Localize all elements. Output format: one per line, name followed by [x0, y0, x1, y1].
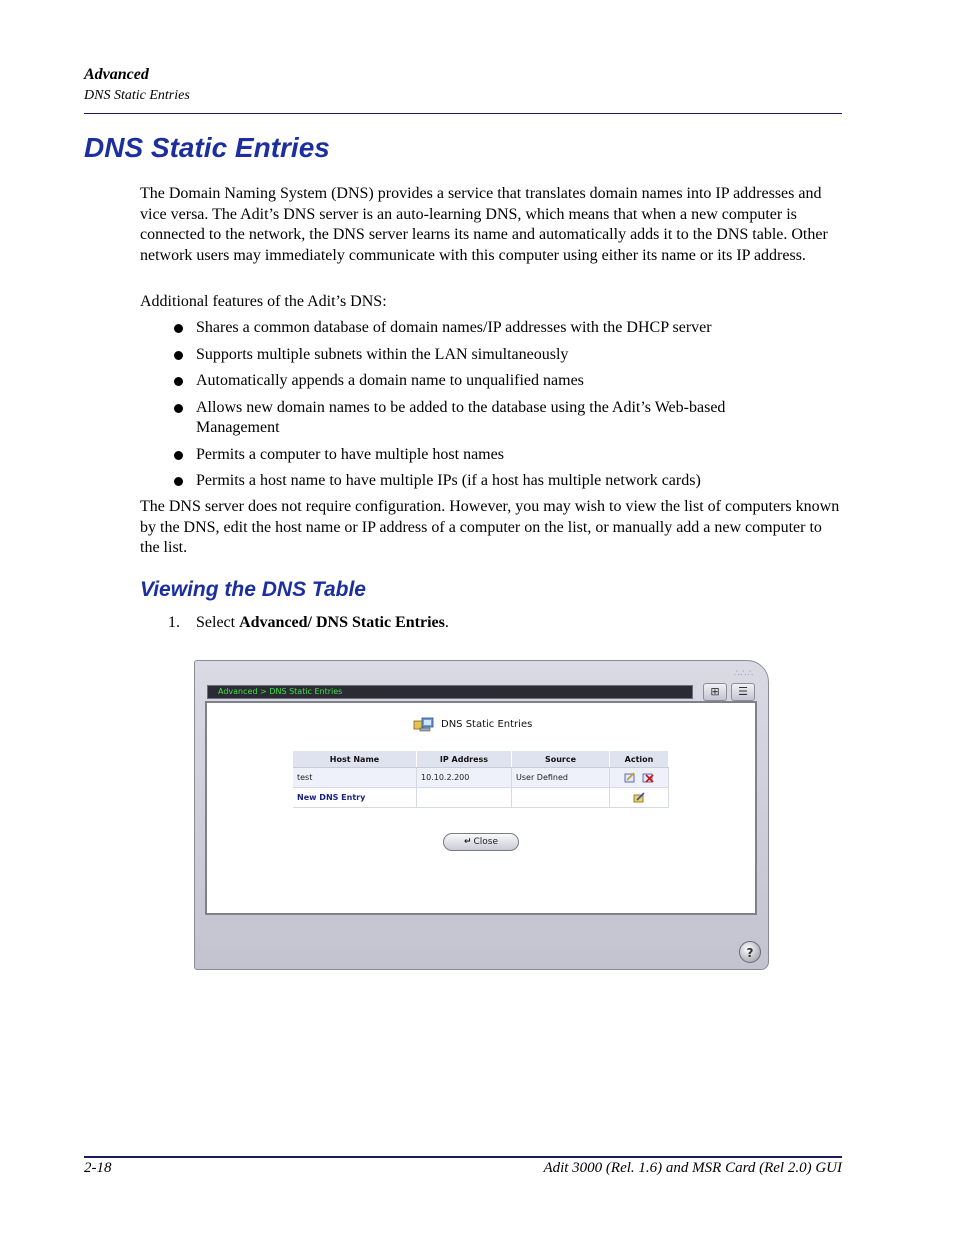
cell-ip: 10.10.2.200	[417, 768, 512, 788]
panel-title: DNS Static Entries	[441, 719, 533, 730]
list-item: Permits a host name to have multiple IPs (if a host has multiple network cards)	[140, 471, 842, 492]
col-source: Source	[512, 751, 610, 768]
list-item: Automatically appends a domain name to unqualified names	[140, 371, 842, 392]
breadcrumb	[207, 685, 693, 699]
add-icon[interactable]	[633, 792, 645, 803]
col-ip-address: IP Address	[417, 751, 512, 768]
section-heading: Viewing the DNS Table	[140, 578, 366, 601]
intro-paragraph: The Domain Naming System (DNS) provides a service that translates domain names into IP addresses and vice versa. The Adit’s DNS server is an auto-learning DNS, which means that when a new computer is connected to the network, the DNS server learns its name and automatically adds it to the DNS table. Other network users may immediately communicate with this computer using either its name or its IP address.	[140, 185, 828, 264]
step-1	[168, 613, 449, 633]
bullet-icon	[174, 477, 183, 486]
menu-button[interactable]	[731, 683, 755, 701]
bullet-icon	[174, 404, 183, 413]
network-icon: ⊞	[710, 685, 720, 698]
bullet-icon	[174, 377, 183, 386]
footer-rule	[84, 1156, 842, 1158]
dns-table	[293, 751, 669, 808]
list-item: Supports multiple subnets within the LAN simultaneously	[140, 345, 842, 366]
config-paragraph: The DNS server does not require configuration. However, you may wish to view the list of computers known by the DNS, edit the host name or IP address of a computer on the list, or manually add a new computer to the list.	[140, 498, 840, 556]
breadcrumb-text: Advanced > DNS Static Entries	[218, 687, 343, 696]
close-button[interactable]	[443, 833, 519, 851]
step-number: 1.	[168, 614, 180, 631]
running-header-subsection: DNS Static Entries	[84, 88, 190, 103]
cell-host: test	[293, 768, 417, 788]
menu-icon: ☰	[738, 685, 748, 698]
bullet-icon	[174, 351, 183, 360]
step-suffix: .	[444, 614, 449, 631]
footer-doc-title: Adit 3000 (Rel. 1.6) and MSR Card (Rel 2.0) GUI	[543, 1160, 842, 1176]
bullet-icon	[174, 324, 183, 333]
table-row	[293, 788, 669, 808]
running-header-section: Advanced	[84, 66, 149, 83]
list-item: Permits a computer to have multiple host names	[140, 445, 842, 466]
network-map-button[interactable]	[703, 683, 727, 701]
features-list	[140, 318, 842, 498]
step-menu-path: Advanced/ DNS Static Entries	[239, 614, 445, 631]
list-item: Allows new domain names to be added to the database using the Adit’s Web-based Management	[140, 398, 756, 439]
header-rule	[84, 113, 842, 114]
cell-actions	[610, 768, 669, 788]
edit-icon[interactable]	[624, 772, 636, 783]
step-prefix: Select	[196, 614, 240, 631]
return-arrow-icon: ↵	[463, 837, 472, 847]
col-host-name: Host Name	[293, 751, 417, 768]
col-action: Action	[610, 751, 669, 768]
close-label: Close	[473, 837, 499, 847]
cell-source: User Defined	[512, 768, 610, 788]
page-title: DNS Static Entries	[84, 132, 330, 163]
delete-icon[interactable]	[642, 772, 654, 783]
dns-computers-icon	[413, 717, 435, 733]
dns-screenshot-window	[194, 660, 769, 970]
help-icon: ?	[746, 946, 754, 960]
bullet-icon	[174, 451, 183, 460]
window-grip-icon: ∴∴∴	[733, 669, 754, 679]
content-panel	[205, 701, 757, 915]
features-lead: Additional features of the Adit’s DNS:	[140, 293, 387, 310]
help-button[interactable]	[739, 941, 761, 963]
list-item: Shares a common database of domain names/IP addresses with the DHCP server	[140, 318, 842, 339]
new-dns-entry-link[interactable]: New DNS Entry	[293, 788, 417, 808]
table-row	[293, 768, 669, 788]
page-number: 2-18	[84, 1160, 112, 1176]
